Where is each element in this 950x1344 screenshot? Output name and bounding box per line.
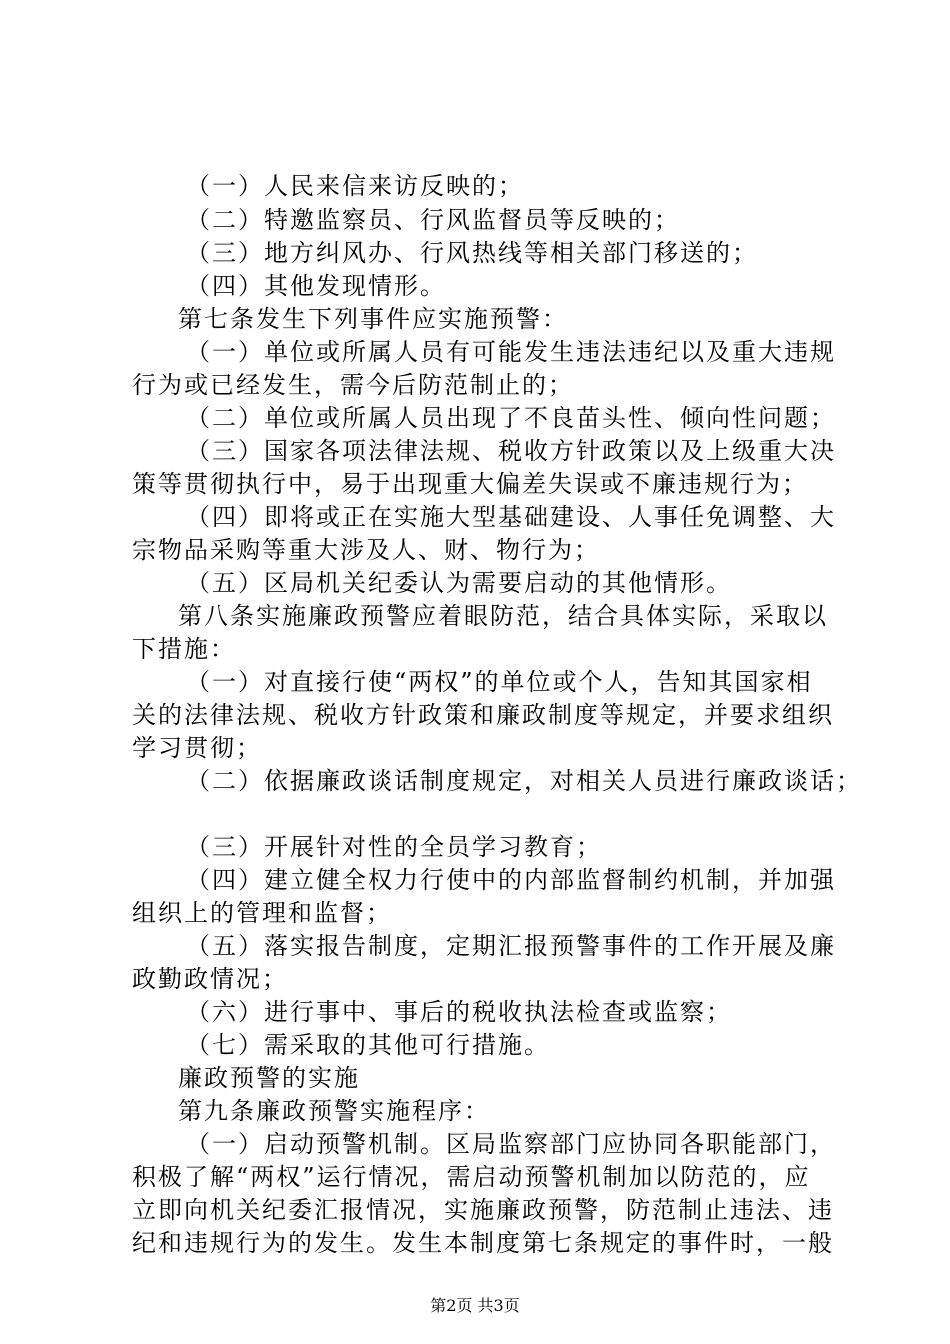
text-line: 纪和违规行为的发生。发生本制度第七条规定的事件时，一般 xyxy=(132,1229,834,1257)
text-line: （二）特邀监察员、行风监督员等反映的； xyxy=(186,206,680,234)
text-line: （一）对直接行使“两权”的单位或个人，告知其国家相 xyxy=(186,668,813,696)
section-heading: 廉政预警的实施 xyxy=(178,1064,360,1092)
text-line: （五）落实报告制度，定期汇报预警事件的工作开展及廉 xyxy=(186,932,836,960)
text-line: 行为或已经发生，需今后防范制止的； xyxy=(132,371,574,399)
text-line: （三）开展针对性的全员学习教育； xyxy=(186,833,602,861)
text-line: （四）其他发现情形。 xyxy=(186,272,446,300)
text-line: （二）依据廉政谈话制度规定，对相关人员进行廉政谈话； xyxy=(186,767,862,795)
text-line: 第八条实施廉政预警应着眼防范，结合具体实际，采取以 xyxy=(178,602,828,630)
text-line: （五）区局机关纪委认为需要启动的其他情形。 xyxy=(186,569,732,597)
text-line: （三）国家各项法律法规、税收方针政策以及上级重大决 xyxy=(186,437,836,465)
text-line: （六）进行事中、事后的税收执法检查或监察； xyxy=(186,998,732,1026)
text-line: 第九条廉政预警实施程序： xyxy=(178,1097,490,1125)
text-line: （一）人民来信来访反映的； xyxy=(186,172,524,200)
text-line: 政勤政情况； xyxy=(132,965,288,993)
text-line: 第七条发生下列事件应实施预警： xyxy=(178,305,568,333)
page-footer: 第2页 共3页 xyxy=(430,1296,520,1315)
text-line: 积极了解“两权”运行情况，需启动预警机制加以防范的，应 xyxy=(132,1163,811,1191)
text-line: 策等贯彻执行中，易于出现重大偏差失误或不廉违规行为； xyxy=(132,470,808,498)
text-line: （四）即将或正在实施大型基础建设、人事任免调整、大 xyxy=(186,503,836,531)
text-line: （七）需采取的其他可行措施。 xyxy=(186,1031,550,1059)
text-line: 下措施： xyxy=(132,635,236,663)
text-line: 学习贯彻； xyxy=(132,734,262,762)
text-line: （四）建立健全权力行使中的内部监督制约机制，并加强 xyxy=(186,866,836,894)
text-line: （三）地方纠风办、行风热线等相关部门移送的； xyxy=(186,239,758,267)
text-line: 立即向机关纪委汇报情况，实施廉政预警，防范制止违法、违 xyxy=(132,1196,834,1224)
text-line: 宗物品采购等重大涉及人、财、物行为； xyxy=(132,536,600,564)
text-line: 组织上的管理和监督； xyxy=(132,899,392,927)
text-line: （二）单位或所属人员出现了不良苗头性、倾向性问题； xyxy=(186,404,836,432)
text-line: （一）单位或所属人员有可能发生违法违纪以及重大违规 xyxy=(186,338,836,366)
text-line: （一）启动预警机制。区局监察部门应协同各职能部门， xyxy=(186,1130,836,1158)
text-line: 关的法律法规、税收方针政策和廉政制度等规定，并要求组织 xyxy=(132,701,834,729)
